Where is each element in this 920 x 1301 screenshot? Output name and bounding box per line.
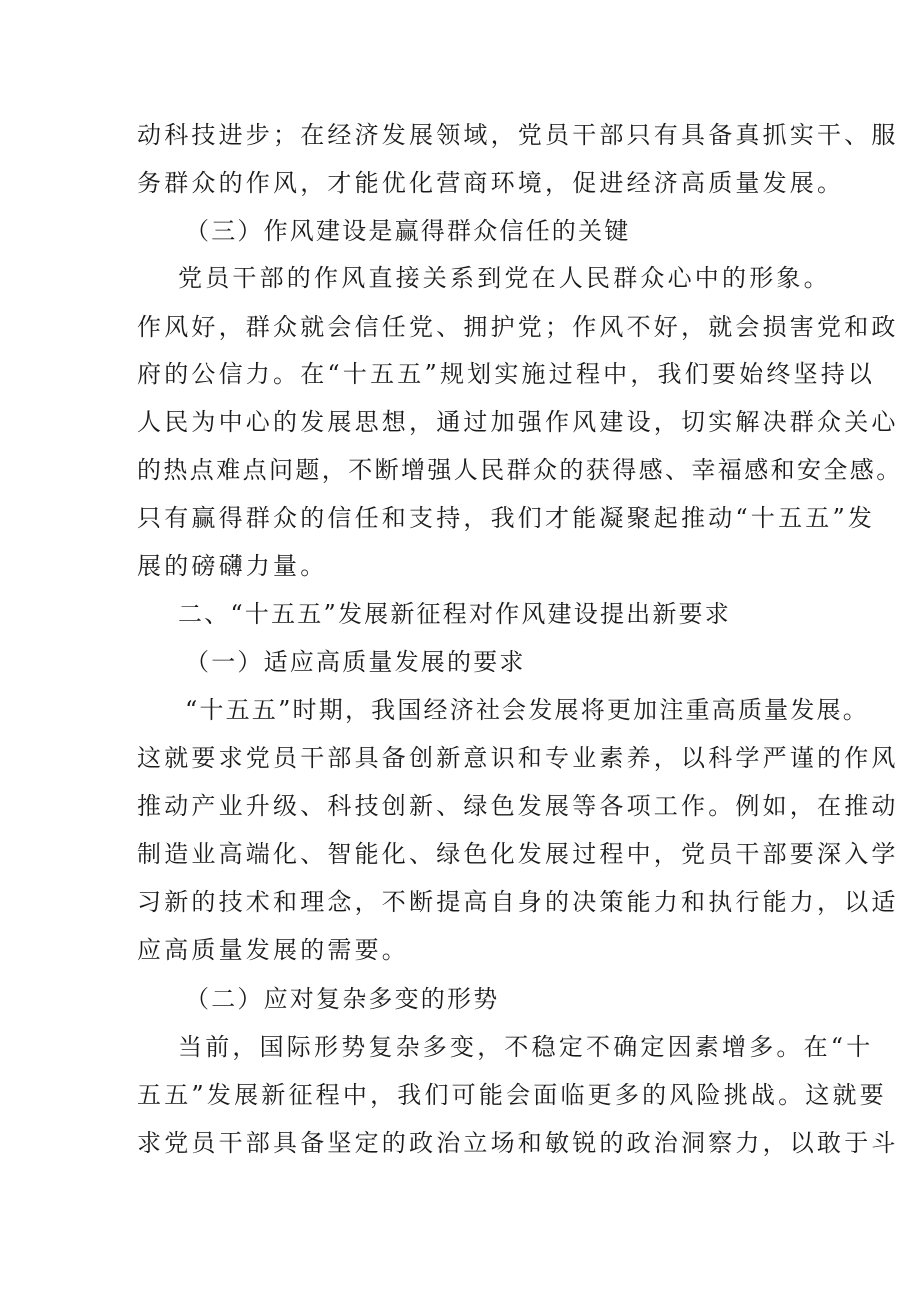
paragraph-start-line: 党员干部的作风直接关系到党在人民群众心中的形象。 <box>178 264 831 292</box>
paragraph-start-line: “十五五”时期，我国经济社会发展将更加注重高质量发展。 <box>185 696 869 724</box>
paragraph-start-line: 当前，国际形势复杂多变，不稳定不确定因素增多。在“十 <box>178 1033 874 1061</box>
body-text-line: 作风好，群众就会信任党、拥护党；作风不好，就会损害党和政 <box>137 313 899 341</box>
body-text-line: 应高质量发展的需要。 <box>137 936 409 964</box>
body-text-line: 习新的技术和理念，不断提高自身的决策能力和执行能力，以适 <box>137 888 899 916</box>
body-text-line: 推动产业升级、科技创新、绿色发展等各项工作。例如，在推动 <box>137 792 899 820</box>
body-text-line: 展的磅礴力量。 <box>137 552 328 580</box>
section-heading: （一）适应高质量发展的要求 <box>185 648 526 676</box>
section-heading: （二）应对复杂多变的形势 <box>185 985 500 1013</box>
body-text-line: 务群众的作风，才能优化营商环境，促进经济高质量发展。 <box>137 169 845 197</box>
body-text-line: 五五”发展新征程中，我们可能会面临更多的风险挑战。这就要 <box>137 1081 887 1109</box>
chapter-heading: 二、“十五五”发展新征程对作风建设提出新要求 <box>178 600 731 628</box>
body-text-line: 求党员干部具备坚定的政治立场和敏锐的政治洞察力，以敢于斗 <box>137 1129 899 1157</box>
body-text-line: 制造业高端化、智能化、绿色化发展过程中，党员干部要深入学 <box>137 840 899 868</box>
body-text-line: 只有赢得群众的信任和支持，我们才能凝聚起推动“十五五”发 <box>137 504 876 532</box>
body-text-line: 人民为中心的发展思想，通过加强作风建设，切实解决群众关心 <box>137 408 899 436</box>
body-text-line: 的热点难点问题，不断增强人民群众的获得感、幸福感和安全感。 <box>137 456 903 484</box>
body-text-line: 府的公信力。在“十五五”规划实施过程中，我们要始终坚持以 <box>137 360 876 388</box>
body-text-line: 动科技进步；在经济发展领域，党员干部只有具备真抓实干、服 <box>137 121 899 149</box>
body-text-line: 这就要求党员干部具备创新意识和专业素养，以科学严谨的作风 <box>137 744 899 772</box>
section-heading: （三）作风建设是赢得群众信任的关键 <box>185 217 631 245</box>
